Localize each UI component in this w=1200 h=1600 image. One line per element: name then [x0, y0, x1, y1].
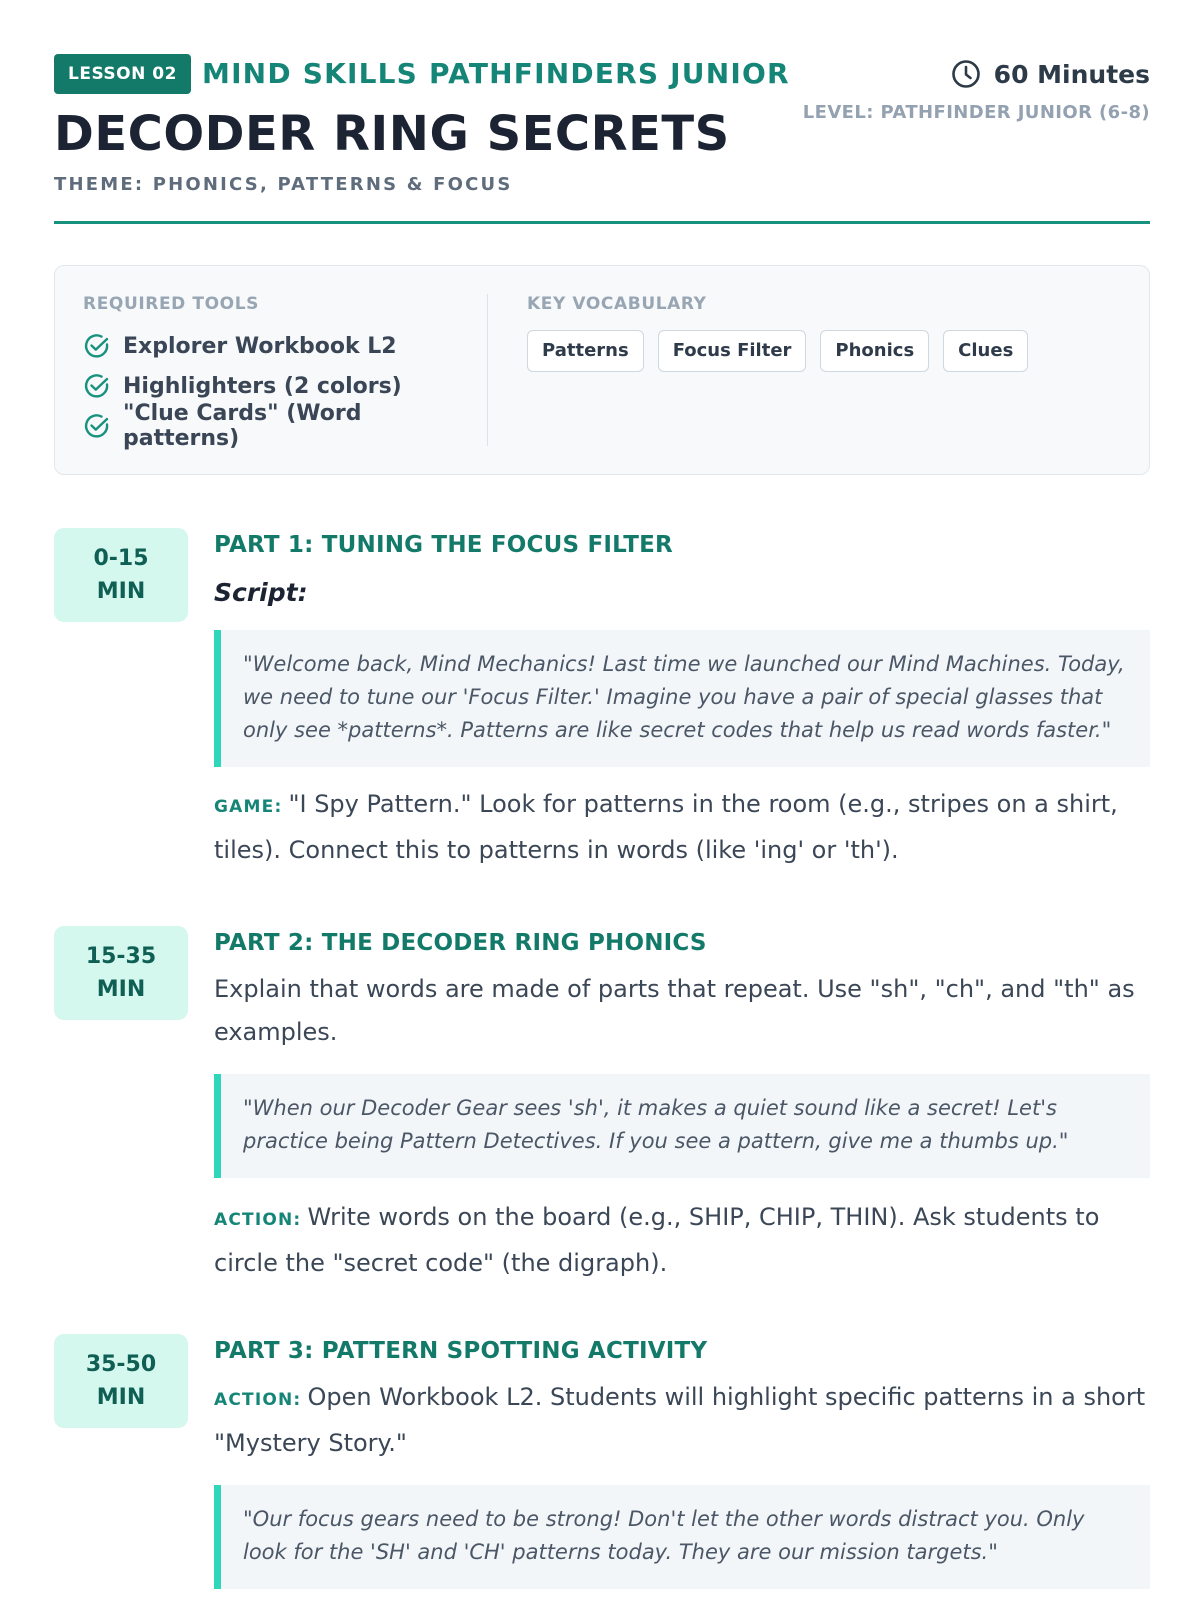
note-tag: GAME:	[214, 797, 283, 817]
note-tag: ACTION:	[214, 1210, 302, 1230]
tool-label: Explorer Workbook L2	[123, 333, 397, 359]
tools-label: REQUIRED TOOLS	[83, 294, 259, 314]
tool-label: "Clue Cards" (Word patterns)	[123, 401, 362, 451]
vocabulary-chips	[527, 330, 1127, 372]
script-quote: "Welcome back, Mind Mechanics! Last time we launched our Mind Machines. Today, we need to tune our 'Focus Filter.' Imagine you have a pair of special glasses that only see *patterns*. Patterns are like secret codes that help us read words faster."	[214, 630, 1150, 767]
info-card	[54, 265, 1150, 475]
vocab-chip: Phonics	[820, 330, 929, 372]
key-vocabulary	[527, 292, 1127, 372]
vocab-chip: Focus Filter	[658, 330, 807, 372]
part-title: PART 1: TUNING THE FOCUS FILTER	[214, 532, 673, 558]
check-circle-icon	[83, 332, 111, 360]
part-title: PART 2: THE DECODER RING PHONICS	[214, 930, 707, 956]
lesson-badge: LESSON 02	[54, 54, 191, 94]
time-unit: MIN	[96, 579, 146, 604]
duration-text: 60 Minutes	[993, 59, 1150, 89]
note-text: Open Workbook L2. Students will highlight specific patterns in a short "Mystery Story."	[214, 1383, 1146, 1457]
check-circle-icon	[83, 412, 111, 440]
script-label: Script:	[214, 578, 308, 607]
clock-icon	[950, 58, 982, 90]
note-tag: ACTION:	[214, 1390, 302, 1410]
time-range: 15-35	[85, 944, 157, 969]
time-range: 0-15	[93, 546, 149, 571]
time-unit: MIN	[96, 1385, 146, 1410]
vocabulary-label: KEY VOCABULARY	[527, 294, 707, 314]
part-title: PART 3: PATTERN SPOTTING ACTIVITY	[214, 1338, 708, 1364]
lesson-plan-page	[54, 0, 1150, 1600]
vocab-chip: Clues	[943, 330, 1028, 372]
check-circle-icon	[83, 372, 111, 400]
level-label: LEVEL: PATHFINDER JUNIOR (6-8)	[802, 102, 1150, 123]
time-badge	[54, 528, 188, 622]
tool-item	[83, 401, 483, 451]
note-text: "I Spy Pattern." Look for patterns in the room (e.g., stripes on a shirt, tiles). Connect this to patterns in words (like 'ing' or 'th').	[214, 790, 1118, 864]
duration	[950, 54, 1150, 94]
section-content	[214, 1334, 1150, 1589]
section-intro: Explain that words are made of parts that repeat. Use "sh", "ch", and "th" as examples.	[214, 975, 1135, 1046]
script-quote: "When our Decoder Gear sees 'sh', it makes a quiet sound like a secret! Let's practice being Pattern Detectives. If you see a pattern, give me a thumbs up."	[214, 1074, 1150, 1178]
section-content	[214, 528, 1150, 872]
program-name: MIND SKILLS PATHFINDERS JUNIOR	[202, 57, 790, 90]
time-badge	[54, 926, 188, 1020]
time-unit: MIN	[96, 977, 146, 1002]
lesson-header	[54, 54, 1150, 224]
lesson-title: DECODER RING SECRETS	[54, 106, 730, 162]
time-range: 35-50	[85, 1352, 157, 1377]
vocab-chip: Patterns	[527, 330, 644, 372]
required-tools	[83, 292, 483, 451]
card-divider	[487, 294, 488, 446]
tool-list	[83, 326, 483, 451]
tool-item	[83, 326, 483, 366]
tool-label: Highlighters (2 colors)	[123, 373, 402, 399]
tool-item	[83, 366, 483, 406]
lesson-theme: THEME: PHONICS, PATTERNS & FOCUS	[54, 174, 513, 195]
game-note	[214, 783, 1150, 872]
time-badge	[54, 1334, 188, 1428]
script-quote: "Our focus gears need to be strong! Don't let the other words distract you. Only look for the 'SH' and 'CH' patterns today. They are our mission targets."	[214, 1485, 1150, 1589]
note-text: Write words on the board (e.g., SHIP, CHIP, THIN). Ask students to circle the "secret code" (the digraph).	[214, 1203, 1100, 1277]
section-content	[214, 926, 1150, 1285]
action-note	[214, 1376, 1150, 1465]
action-note	[214, 1196, 1150, 1285]
